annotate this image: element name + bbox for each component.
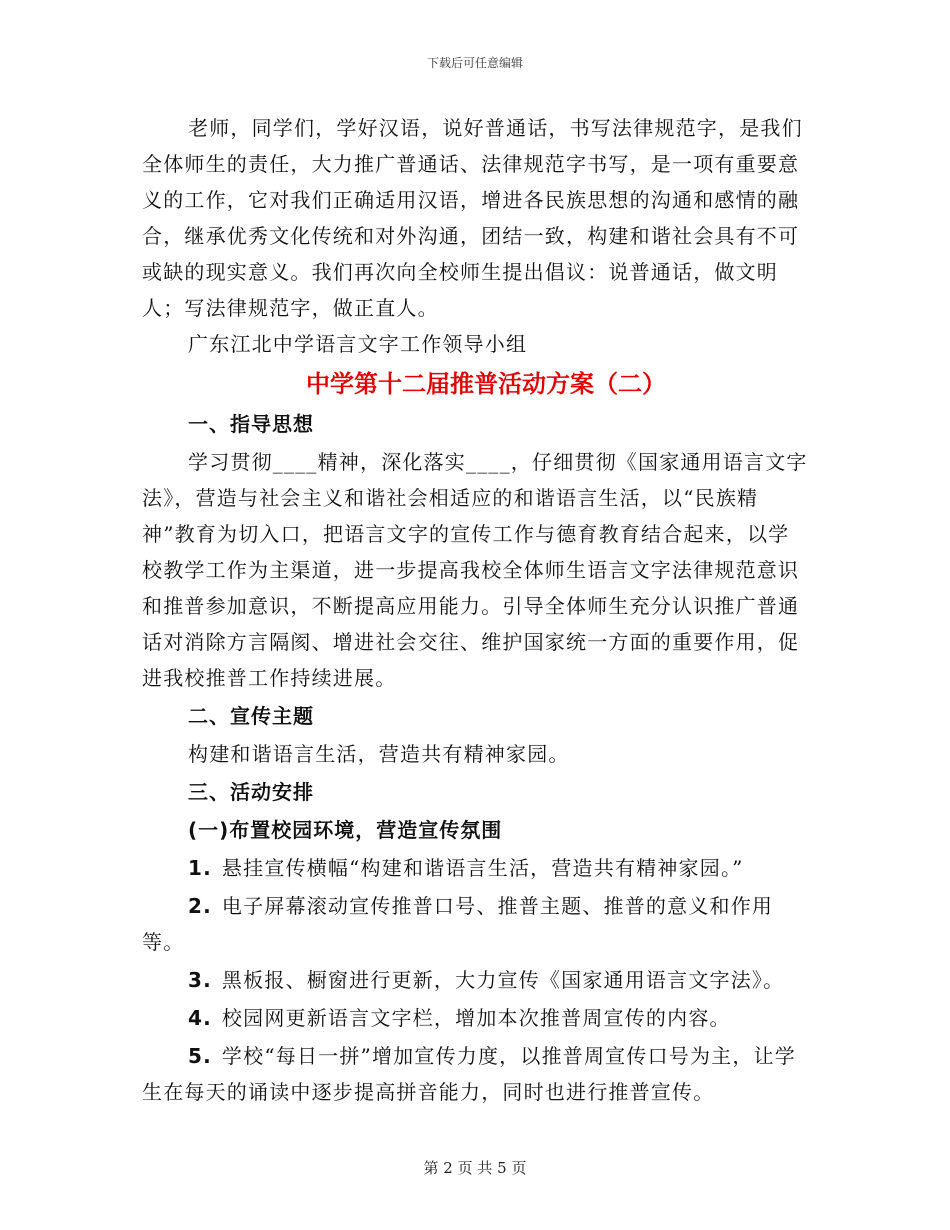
- list-item-text: 电子屏幕滚动宣传推普口号、推普主题、推普的意义和作用等。: [142, 894, 774, 954]
- page-content: [142, 110, 810, 1112]
- list-item-text: 学校“每日一拼”增加宣传力度，以推普周宣传口号为主，让学生在每天的诵读中逐步提高拼音能力，同时也进行推普宣传。: [142, 1044, 796, 1104]
- list-item: [142, 850, 810, 886]
- section-heading-theme: 二、宣传主题: [188, 704, 314, 728]
- list-item: [142, 962, 810, 998]
- subsection-heading-campus: (一)布置校园环境，营造宣传氛围: [188, 818, 503, 842]
- list-item-text: 悬挂宣传横幅“构建和谐语言生活，营造共有精神家园。”: [221, 856, 744, 880]
- document-title: 中学第十二届推普活动方案（二）: [306, 370, 666, 398]
- list-item-number: 3.: [188, 968, 212, 992]
- activity-list: [142, 850, 810, 1110]
- list-item-number: 2.: [188, 894, 212, 918]
- section-heading-activities: 三、活动安排: [188, 780, 314, 804]
- list-item-number: 4.: [188, 1006, 212, 1030]
- signature-line: 广东江北中学语言文字工作领导小组: [188, 332, 528, 356]
- list-item-number: 5.: [188, 1044, 212, 1068]
- list-item-text: 黑板报、橱窗进行更新，大力宣传《国家通用语言文字法》。: [221, 968, 785, 992]
- section-body-theme: 构建和谐语言生活，营造共有精神家园。: [188, 742, 570, 766]
- list-item: [142, 1038, 810, 1110]
- intro-paragraph: 老师，同学们，学好汉语，说好普通话，书写法律规范字，是我们全体师生的责任，大力推广普通话、法律规范字书写，是一项有重要意义的工作，它对我们正确适用汉语，增进各民族思想的沟通和感情的融合，继承优秀文化传统和对外沟通，团结一致，构建和谐社会具有不可或缺的现实意义。我们再次向全校师生提出倡议：说普通话，做文明人；写法律规范字，做正直人。: [142, 116, 803, 320]
- list-item-text: 校园网更新语言文字栏，增加本次推普周宣传的内容。: [221, 1006, 731, 1030]
- section-body-guiding-ideology: 学习贯彻____精神，深化落实____，仔细贯彻《国家通用语言文字法》，营造与社会主义和谐社会相适应的和谐语言生活，以“民族精神”教育为切入口，把语言文字的宣传工作与德育教育结合起来，以学校教学工作为主渠道，进一步提高我校全体师生语言文字法律规范意识和推普参加意识，不断提高应用能力。引导全体师生充分认识推广普通话对消除方言隔阂、增进社会交往、维护国家统一方面的重要作用，促进我校推普工作持续进展。: [142, 450, 808, 690]
- list-item: [142, 1000, 810, 1036]
- list-item: [142, 888, 810, 960]
- page-header: 下载后可任意编辑: [426, 56, 523, 70]
- page-footer: 第 2 页 共 5 页: [423, 1159, 527, 1177]
- list-item-number: 1.: [188, 856, 212, 880]
- section-heading-guiding-ideology: 一、指导思想: [188, 412, 314, 436]
